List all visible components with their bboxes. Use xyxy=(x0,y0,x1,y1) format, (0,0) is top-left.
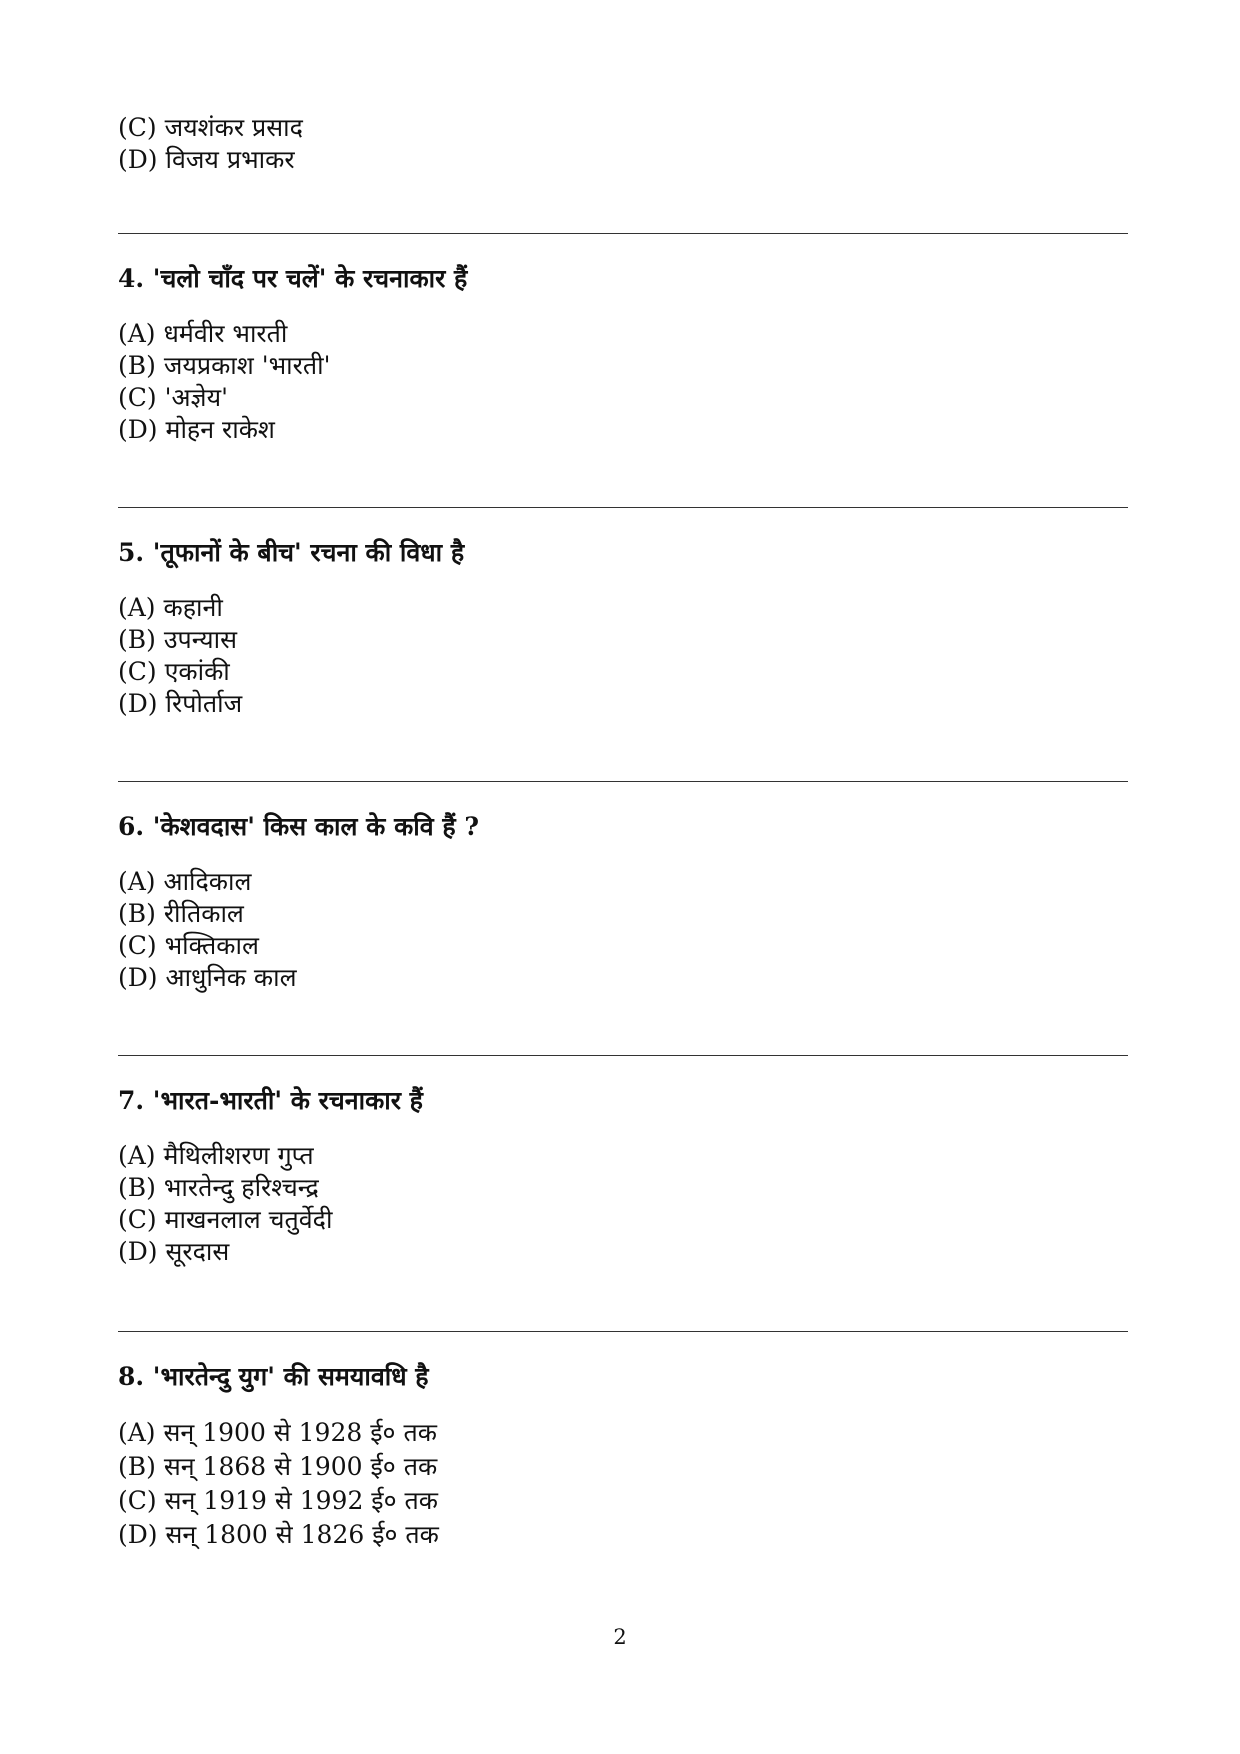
question-title: 6. 'केशवदास' किस काल के कवि हैं ? xyxy=(118,812,479,841)
question-8 xyxy=(118,1360,1128,1552)
option-a: (A) मैथिलीशरण गुप्त xyxy=(118,1141,314,1170)
option-b: (B) जयप्रकाश 'भारती' xyxy=(118,351,331,380)
option-c: (C) 'अज्ञेय' xyxy=(118,383,228,412)
question-title: 8. 'भारतेन्दु युग' की समयावधि है xyxy=(118,1362,429,1391)
option-d: (D) सूरदास xyxy=(118,1237,230,1266)
question-7 xyxy=(118,1084,1128,1268)
divider xyxy=(118,1331,1128,1332)
question-title: 4. 'चलो चाँद पर चलें' के रचनाकार हैं xyxy=(118,264,468,293)
option-d: (D) रिपोर्ताज xyxy=(118,689,243,718)
option-b: (B) भारतेन्दु हरिश्चन्द्र xyxy=(118,1173,319,1202)
question-3-continuation xyxy=(118,112,1128,176)
option-c: (C) भक्तिकाल xyxy=(118,931,259,960)
divider xyxy=(118,781,1128,782)
question-5 xyxy=(118,536,1128,720)
option-c: (C) एकांकी xyxy=(118,657,230,686)
option-a: (A) सन् 1900 से 1928 ई० तक xyxy=(118,1418,437,1447)
divider xyxy=(118,507,1128,508)
option-a: (A) आदिकाल xyxy=(118,867,252,896)
question-4 xyxy=(118,262,1128,446)
option-a: (A) कहानी xyxy=(118,593,223,622)
option-c: (C) माखनलाल चतुर्वेदी xyxy=(118,1205,333,1234)
option-d: (D) विजय प्रभाकर xyxy=(118,145,295,174)
divider xyxy=(118,233,1128,234)
page-number: 2 xyxy=(613,1625,627,1649)
option-d: (D) मोहन राकेश xyxy=(118,415,275,444)
option-c: (C) सन् 1919 से 1992 ई० तक xyxy=(118,1486,438,1515)
option-a: (A) धर्मवीर भारती xyxy=(118,319,288,348)
option-b: (B) सन् 1868 से 1900 ई० तक xyxy=(118,1452,438,1481)
option-d: (D) सन् 1800 से 1826 ई० तक xyxy=(118,1520,439,1549)
option-b: (B) रीतिकाल xyxy=(118,899,244,928)
divider xyxy=(118,1055,1128,1056)
option-d: (D) आधुनिक काल xyxy=(118,963,297,992)
question-title: 5. 'तूफानों के बीच' रचना की विधा है xyxy=(118,538,465,567)
option-c: (C) जयशंकर प्रसाद xyxy=(118,113,303,142)
question-title: 7. 'भारत-भारती' के रचनाकार हैं xyxy=(118,1086,423,1115)
option-b: (B) उपन्यास xyxy=(118,625,237,654)
question-6 xyxy=(118,810,1128,994)
